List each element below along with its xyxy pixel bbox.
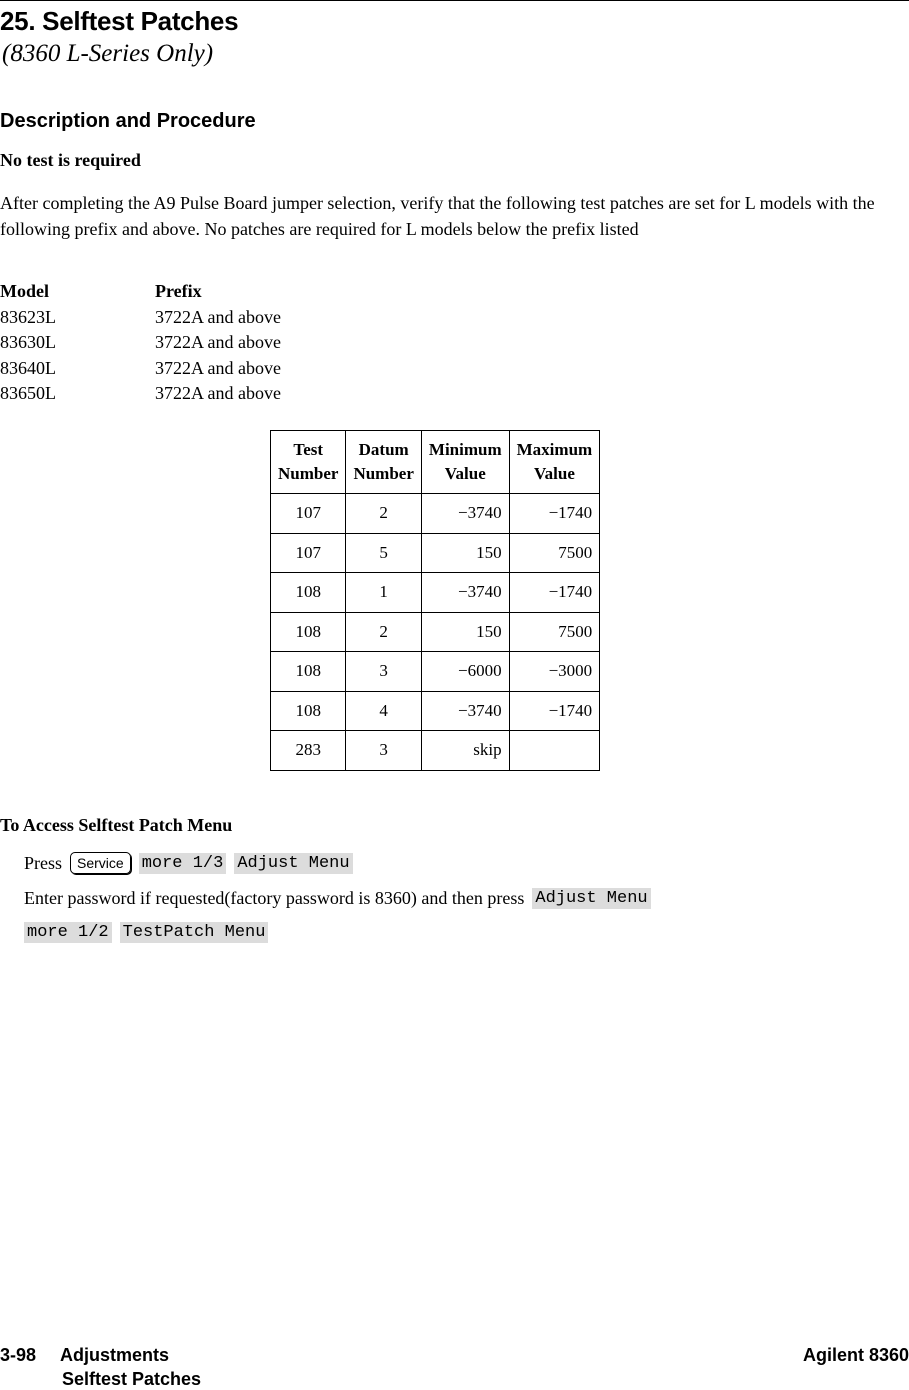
testpatch-menu-softkey[interactable]: TestPatch Menu (120, 922, 269, 943)
top-rule (0, 0, 909, 1)
description-paragraph: After completing the A9 Pulse Board jumper selection, verify that the following test patches are set for L models with the following prefix and above. No patches are required for L models below the prefix listed (0, 193, 875, 239)
adjust-menu-softkey[interactable]: Adjust Menu (234, 853, 352, 874)
datum-number-cell: 2 (346, 494, 421, 534)
minimum-value-cell: −3740 (421, 494, 509, 534)
test-number-cell: 108 (271, 691, 346, 731)
table-row (271, 494, 600, 534)
model-row (0, 356, 281, 382)
press-instruction (24, 852, 361, 874)
test-number-cell: 108 (271, 652, 346, 692)
section-heading: Description and Procedure (0, 110, 256, 132)
maximum-value-cell (509, 731, 600, 771)
maximum-value-cell: −1740 (509, 494, 600, 534)
model-header: Model (0, 281, 49, 301)
minimum-value-cell: skip (421, 731, 509, 771)
model-row (0, 330, 281, 356)
enter-password-text: Enter password if requested(factory password is 8360) and then press (24, 888, 525, 908)
minimum-value-cell: −3740 (421, 573, 509, 613)
prefix-header: Prefix (155, 281, 202, 301)
model-name: 83623L (0, 306, 56, 327)
maximum-value-cell: −3000 (509, 652, 600, 692)
test-number-cell: 108 (271, 612, 346, 652)
datum-number-cell: 2 (346, 612, 421, 652)
col-maximum-value: Maximum Value (509, 431, 600, 494)
enter-password-instruction (24, 888, 659, 909)
col-datum-number: Datum Number (346, 431, 421, 494)
model-prefix: 3722A and above (155, 383, 281, 404)
adjust-menu-softkey-2[interactable]: Adjust Menu (532, 888, 650, 909)
test-number-cell: 107 (271, 533, 346, 573)
model-prefix: 3722A and above (155, 306, 281, 327)
page-number: 3-98 (0, 1345, 37, 1365)
model-name: 83640L (0, 357, 56, 378)
table-row (271, 612, 600, 652)
minimum-value-cell: 150 (421, 612, 509, 652)
model-prefix: 3722A and above (155, 332, 281, 353)
datum-number-cell: 3 (346, 731, 421, 771)
minimum-value-cell: −3740 (421, 691, 509, 731)
table-row (271, 731, 600, 771)
model-list-header (0, 279, 281, 305)
table-row (271, 573, 600, 613)
maximum-value-cell: 7500 (509, 612, 600, 652)
datum-number-cell: 1 (346, 573, 421, 613)
page-title: 25. Selftest Patches (0, 6, 239, 36)
service-key-button[interactable]: Service (70, 852, 131, 874)
footer-product: Agilent 8360 (802, 1345, 909, 1365)
model-row (0, 381, 281, 407)
col-test-number: Test Number (271, 431, 346, 494)
no-test-note: No test is required (0, 150, 141, 170)
footer-page-section (0, 1345, 169, 1366)
page-subtitle: (8360 L-Series Only) (2, 40, 214, 67)
datum-number-cell: 3 (346, 652, 421, 692)
model-name: 83630L (0, 332, 56, 353)
footer-subsection: Selftest Patches (62, 1369, 202, 1389)
more-1-3-softkey[interactable]: more 1/3 (139, 853, 227, 874)
model-prefix: 3722A and above (155, 357, 281, 378)
table-row (271, 533, 600, 573)
patch-table (270, 430, 600, 771)
minimum-value-cell: −6000 (421, 652, 509, 692)
maximum-value-cell: 7500 (509, 533, 600, 573)
model-row (0, 305, 281, 331)
patch-table-header (271, 431, 600, 494)
access-heading: To Access Selftest Patch Menu (0, 815, 233, 835)
datum-number-cell: 4 (346, 691, 421, 731)
test-number-cell: 283 (271, 731, 346, 771)
col-minimum-value: Minimum Value (421, 431, 509, 494)
minimum-value-cell: 150 (421, 533, 509, 573)
table-row (271, 652, 600, 692)
maximum-value-cell: −1740 (509, 691, 600, 731)
press-label: Press (24, 852, 63, 873)
more-1-2-softkey[interactable]: more 1/2 (24, 922, 112, 943)
model-prefix-list (0, 279, 281, 407)
table-row (271, 691, 600, 731)
datum-number-cell: 5 (346, 533, 421, 573)
test-number-cell: 108 (271, 573, 346, 613)
footer-section: Adjustments (60, 1345, 170, 1365)
maximum-value-cell: −1740 (509, 573, 600, 613)
model-name: 83650L (0, 383, 56, 404)
testpatch-instruction (24, 922, 276, 943)
test-number-cell: 107 (271, 494, 346, 534)
